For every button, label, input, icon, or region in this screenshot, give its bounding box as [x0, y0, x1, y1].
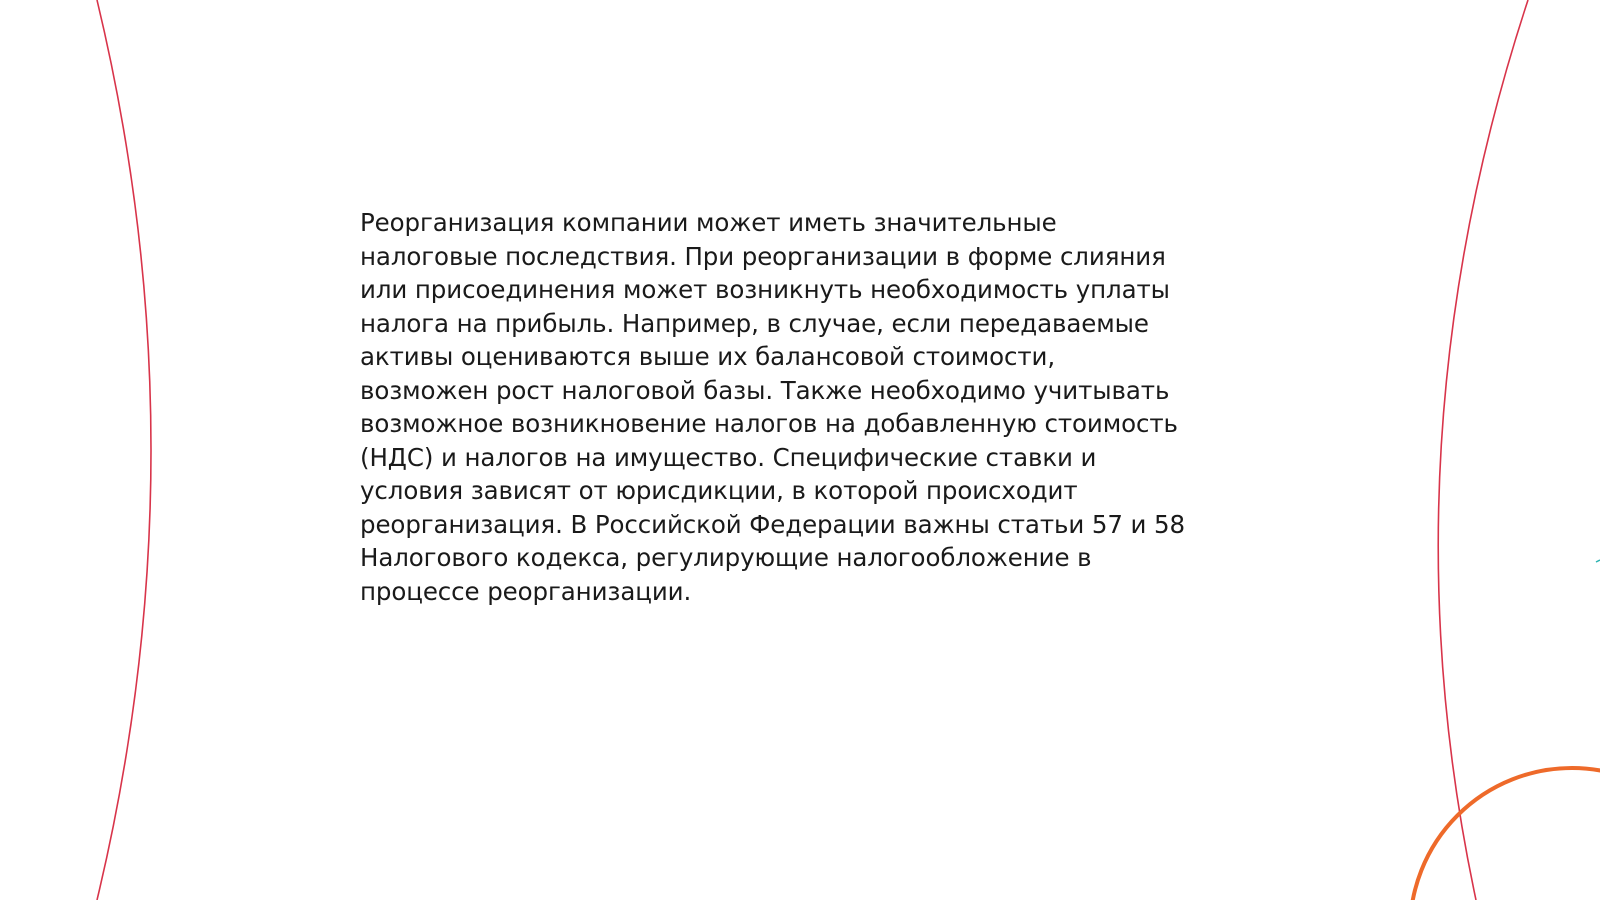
- paragraph-line: (НДС) и налогов на имущество. Специфические ставки и: [360, 442, 1097, 472]
- corner-decorative-circle: [1410, 768, 1600, 900]
- paragraph-line: Налогового кодекса, регулирующие налогообложение в: [360, 543, 1092, 572]
- right-decorative-arc: [1438, 0, 1528, 900]
- paragraph-line: налоговые последствия. При реорганизации в форме слияния: [360, 241, 1166, 271]
- paragraph-line: возможное возникновение налогов на добавленную стоимость: [360, 409, 1178, 438]
- paragraph-line: возможен рост налоговой базы. Также необходимо учитывать: [360, 375, 1170, 405]
- paragraph-line: Реорганизация компании может иметь значительные: [360, 208, 1057, 237]
- paragraph-line: процессе реорганизации.: [360, 576, 692, 606]
- paragraph-line: реорганизация. В Российской Федерации важны статьи 57 и 58: [360, 509, 1186, 539]
- paragraph-line: налога на прибыль. Например, в случае, если передаваемые: [360, 308, 1149, 338]
- edge-accent-mark: [1596, 560, 1600, 562]
- paragraph-line: условия зависят от юрисдикции, в которой происходит: [360, 476, 1078, 505]
- body-paragraph: [360, 206, 1240, 608]
- left-decorative-arc: [97, 0, 151, 900]
- paragraph-line: активы оцениваются выше их балансовой стоимости,: [360, 342, 1056, 371]
- paragraph-line: или присоединения может возникнуть необходимость уплаты: [360, 275, 1170, 304]
